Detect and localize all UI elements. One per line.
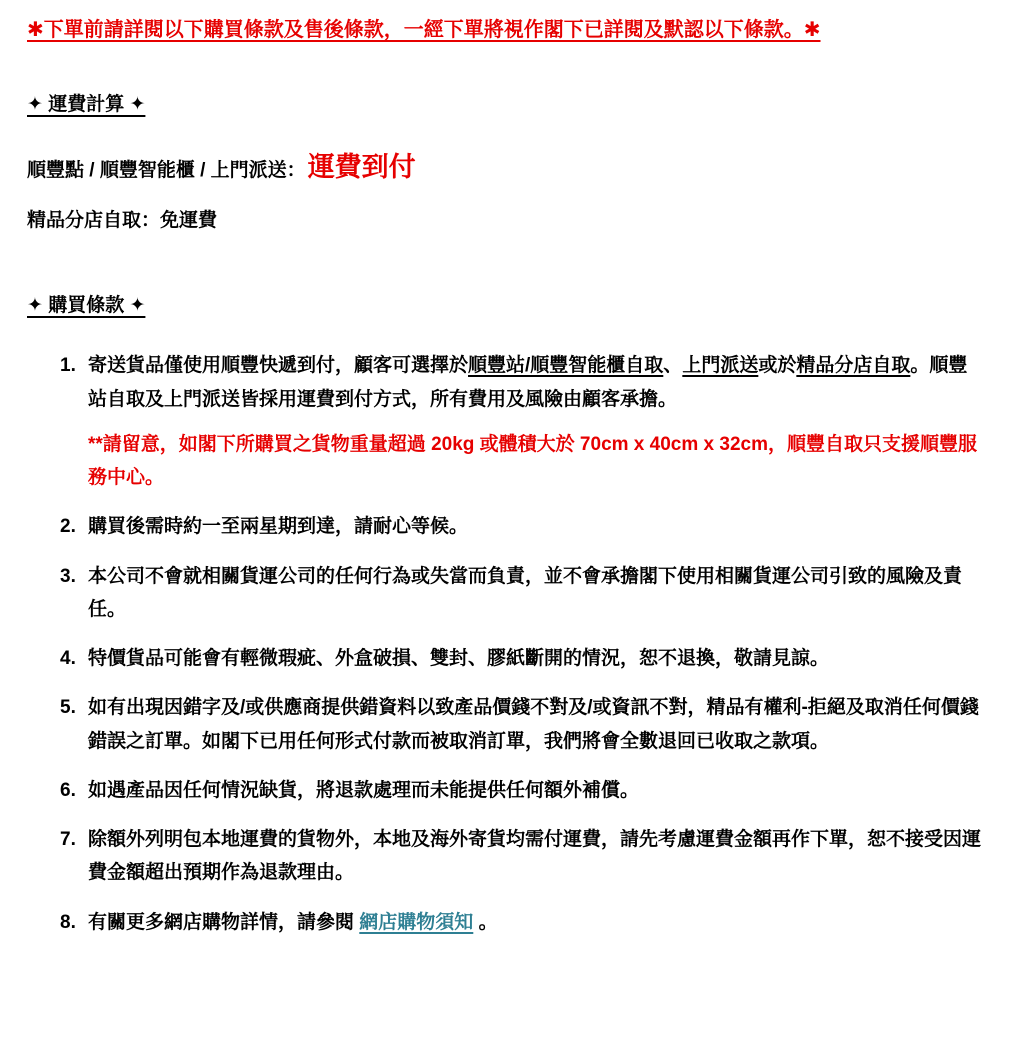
term-item-5 [60,691,986,758]
store-pickup-underline: 精品分店自取 [796,355,911,377]
term-text: 如遇產品因任何情況缺貨，將退款處理而未能提供任何額外補償。 [88,779,640,801]
header-notice: ✱下單前請詳閱以下購買條款及售後條款，一經下單將視作閣下已詳閱及默認以下條款。✱ [27,19,821,41]
term-text: 本公司不會就相關貨運公司的任何行為或失當而負責，並不會承擔閣下使用相關貨運公司引致的風險及責任。 [88,565,963,620]
term-segment: 或於 [758,355,797,377]
term-text: 除額外列明包本地運費的貨物外，本地及海外寄貨均需付運費，請先考慮運費金額再作下單，恕不接受因運費金額超出預期作為退款理由。 [88,829,982,884]
term-item-3 [60,560,986,627]
term-segment: 。順豐站自取及上門派送皆採用運費到付方式，所有費用及風險由顧客承擔。 [88,355,968,410]
term-text: 特價貨品可能會有輕微瑕疵、外盒破損、雙封、膠紙斷開的情況，恕不退換，敬請見諒。 [88,648,830,670]
term-number: 3. [60,565,76,587]
term-number: 7. [60,829,76,851]
term-body [88,774,986,807]
term-text [88,906,986,939]
term-item-8 [60,906,986,939]
term-segment: 寄送貨品僅使用順豐快遞到付，顧客可選擇於 [88,355,469,377]
term-item-2 [60,510,986,543]
term-body [88,691,986,758]
shipping-methods-line [27,153,986,185]
term-number: 5. [60,697,76,719]
home-delivery-underline: 上門派送 [682,355,759,377]
terms-section-title: ✦ 購買條款 ✦ [27,294,146,316]
shipping-section-title: ✦ 運費計算 ✦ [27,94,146,115]
term-number: 1. [60,355,76,377]
term-number: 4. [60,648,76,670]
shipping-methods-label: 順豐點 / 順豐智能櫃 / 上門派送： [27,159,306,181]
term-text: 如有出現因錯字及/或供應商提供錯資料以致產品價錢不對及/或資訊不對，精品有權利-拒絕及取消任何價錢錯誤之訂單。如閣下已用任何形式付款而被取消訂單，我們將會全數退回已收取之款項。 [88,697,979,752]
term-body [88,823,986,890]
term-item-4 [60,642,986,675]
weight-size-warning: **請留意，如閣下所購買之貨物重量超過 20kg 或體積大於 70cm x 40cm x 32cm，順豐自取只支援順豐服務中心。 [88,433,977,489]
term-body [88,560,986,627]
term-body [88,349,986,494]
term-body [88,642,986,675]
term-segment: 。 [473,911,498,933]
term-body [88,906,986,939]
term-segment: 、 [663,355,683,377]
term-item-1 [60,349,986,494]
term-number: 8. [60,911,76,933]
cod-value: 運費到付 [307,151,416,182]
term-item-6 [60,774,986,807]
pickup-options-underline: 順豐站/順豐智能櫃自取 [468,355,664,377]
term-number: 6. [60,779,76,801]
terms-list [27,349,986,939]
term-number: 2. [60,516,76,538]
term-text: 購買後需時約一至兩星期到達，請耐心等候。 [88,516,469,538]
term-segment: 有關更多網店購物詳情，請參閱 [88,911,360,933]
store-shopping-guide-link[interactable]: 網店購物須知 [359,911,474,933]
term-item-7 [60,823,986,890]
term-text [88,349,986,416]
term-body [88,510,986,543]
free-pickup-line: 精品分店自取：免運費 [27,210,218,232]
